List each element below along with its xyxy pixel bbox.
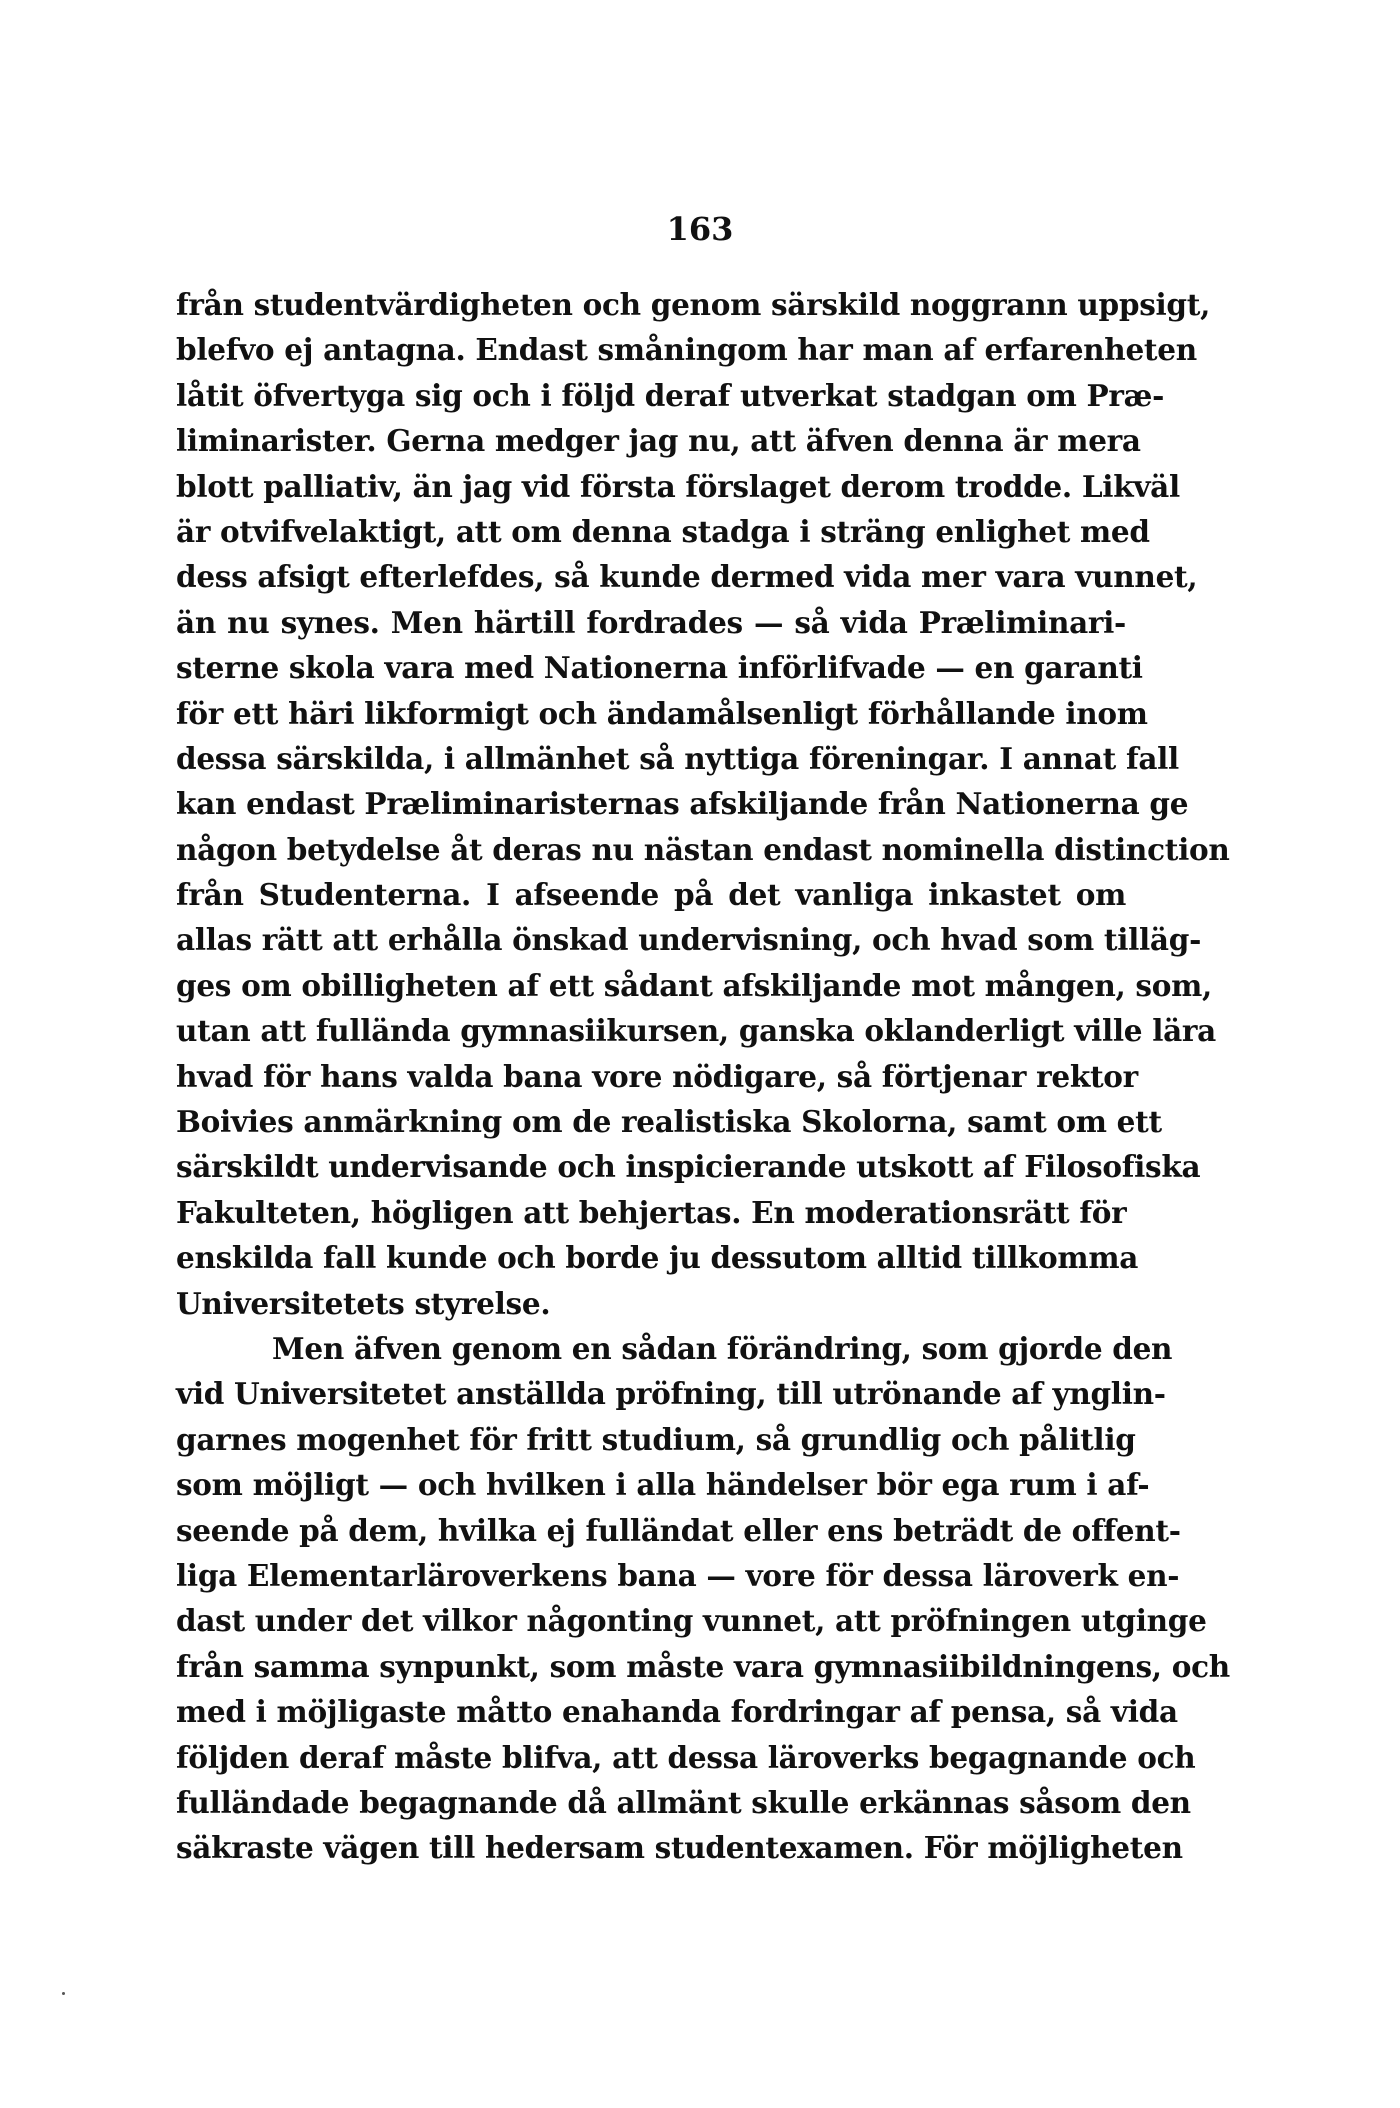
text-line: dess afsigt efterlefdes, så kunde dermed vida mer vara vunnet, — [176, 559, 1198, 595]
print-speck — [62, 1992, 65, 1995]
page-number: 163 — [666, 210, 734, 248]
text-line: kan endast Præliminaristernas afskiljande från Nationerna ge — [176, 786, 1189, 822]
text-line: särskildt undervisande och inspicierande utskott af Filosofiska — [176, 1149, 1201, 1185]
text-line: dast under det vilkor någonting vunnet, att pröfningen utginge — [176, 1603, 1207, 1639]
text-line: säkraste vägen till hedersam studentexamen. För möjligheten — [176, 1830, 1183, 1866]
text-line: blefvo ej antagna. Endast småningom har man af erfarenheten — [176, 332, 1197, 368]
text-line: seende på dem, hvilka ej fulländat eller ens beträdt de offent- — [176, 1512, 1181, 1548]
text-line: än nu synes. Men härtill fordrades — så vida Præliminari- — [176, 604, 1126, 640]
text-line: sterne skola vara med Nationerna införlifvade — en garanti — [176, 650, 1143, 686]
text-line: med i möjligaste måtto enahanda fordringar af pensa, så vida — [176, 1694, 1178, 1730]
text-line: Universitetets styrelse. — [176, 1285, 551, 1321]
text-line: garnes mogenhet för fritt studium, så grundlig och pålitlig — [176, 1421, 1136, 1457]
text-line: någon betydelse åt deras nu nästan endast nominella distinction — [176, 831, 1230, 867]
text-line: ges om obilligheten af ett sådant afskiljande mot mången, som, — [176, 967, 1212, 1003]
text-line: från Studenterna. I afseende på det vanliga inkastet om — [176, 877, 1126, 913]
text-line: dessa särskilda, i allmänhet så nyttiga föreningar. I annat fall — [176, 740, 1179, 776]
text-line: Boivies anmärkning om de realistiska Skolorna, samt om ett — [176, 1104, 1162, 1140]
text-line: blott palliativ, än jag vid första förslaget derom trodde. Likväl — [176, 468, 1180, 504]
text-line: enskilda fall kunde och borde ju dessutom alltid tillkomma — [176, 1240, 1139, 1276]
text-line: låtit öfvertyga sig och i följd deraf utverkat stadgan om Præ- — [176, 377, 1165, 413]
text-line: från samma synpunkt, som måste vara gymnasiibildningens, och — [176, 1648, 1230, 1684]
text-line: utan att fullända gymnasiikursen, ganska oklanderligt ville lära — [176, 1013, 1216, 1049]
text-line: liminarister. Gerna medger jag nu, att äfven denna är mera — [176, 423, 1141, 459]
text-line: från studentvärdigheten och genom särskild noggrann uppsigt, — [176, 287, 1211, 322]
body-text — [176, 282, 1230, 1871]
text-line: liga Elementarläroverkens bana — vore för dessa läroverk en- — [176, 1557, 1180, 1593]
text-line: Fakulteten, högligen att behjertas. En moderationsrätt för — [176, 1194, 1127, 1230]
text-line: är otvifvelaktigt, att om denna stadga i sträng enlighet med — [176, 513, 1150, 549]
text-line: som möjligt — och hvilken i alla händelser bör ega rum i af- — [176, 1467, 1150, 1503]
text-line: allas rätt att erhålla önskad undervisning, och hvad som tilläg- — [176, 922, 1202, 958]
text-line: hvad för hans valda bana vore nödigare, så förtjenar rektor — [176, 1058, 1138, 1094]
text-line: fulländade begagnande då allmänt skulle erkännas såsom den — [176, 1784, 1191, 1820]
text-line: för ett häri likformigt och ändamålsenligt förhållande inom — [176, 695, 1148, 731]
text-line: vid Universitetet anställda pröfning, till utrönande af ynglin- — [176, 1376, 1166, 1412]
text-line: följden deraf måste blifva, att dessa läroverks begagnande och — [176, 1739, 1196, 1775]
text-line: Men äfven genom en sådan förändring, som gjorde den — [272, 1330, 1173, 1366]
